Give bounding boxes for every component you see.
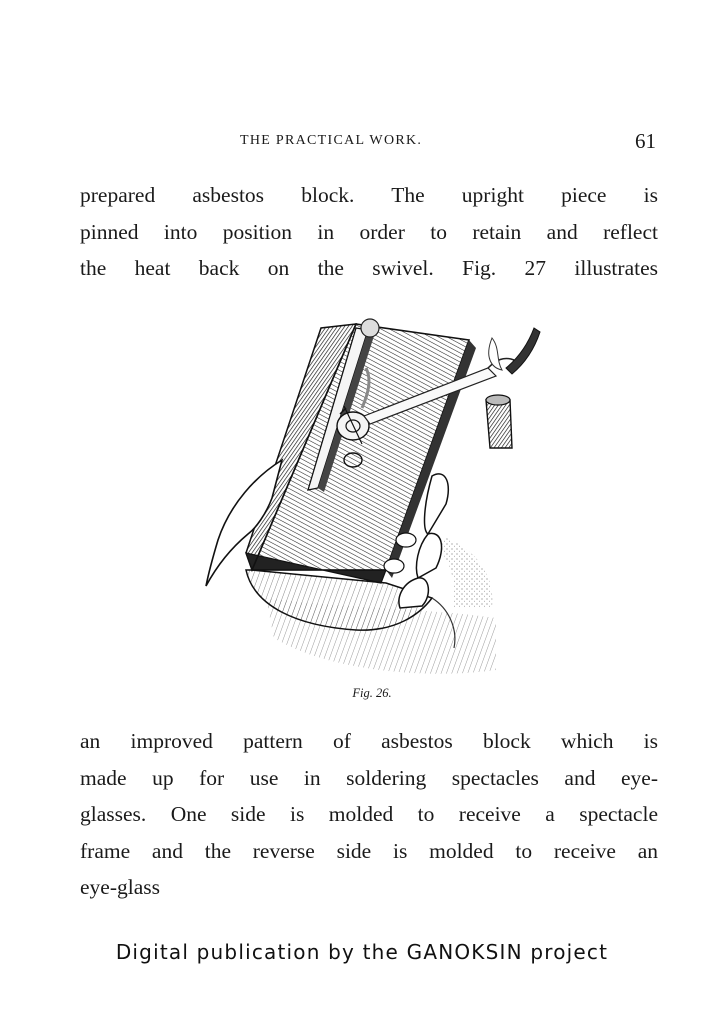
text-line: made up for use in soldering spectacles and eye-: [80, 765, 658, 790]
digital-publication-credit: Digital publication by the GANOKSIN project: [115, 940, 609, 964]
text-line: pinned into position in order to retain and reflect: [80, 219, 658, 244]
text-line: frame and the reverse side is molded to receive an: [80, 838, 658, 863]
text-line: glasses. One side is molded to receive a spectacle: [80, 802, 658, 826]
text-line: the heat back on the swivel. Fig. 27 illustrates: [80, 256, 658, 280]
text-line: eye-glass: [80, 875, 160, 899]
running-title: THE PRACTICAL WORK.: [240, 133, 423, 148]
figure-illustration: [196, 308, 548, 683]
engraving-icon: [196, 308, 548, 683]
figure-caption: Fig. 26.: [352, 686, 392, 700]
text-line: prepared asbestos block. The upright piece is: [80, 183, 658, 207]
text-line: an improved pattern of asbestos block which is: [80, 729, 658, 753]
page-number: 61: [635, 129, 656, 153]
running-head: [80, 129, 660, 155]
paragraph-2: [80, 723, 658, 906]
paragraph-1: [80, 177, 658, 287]
